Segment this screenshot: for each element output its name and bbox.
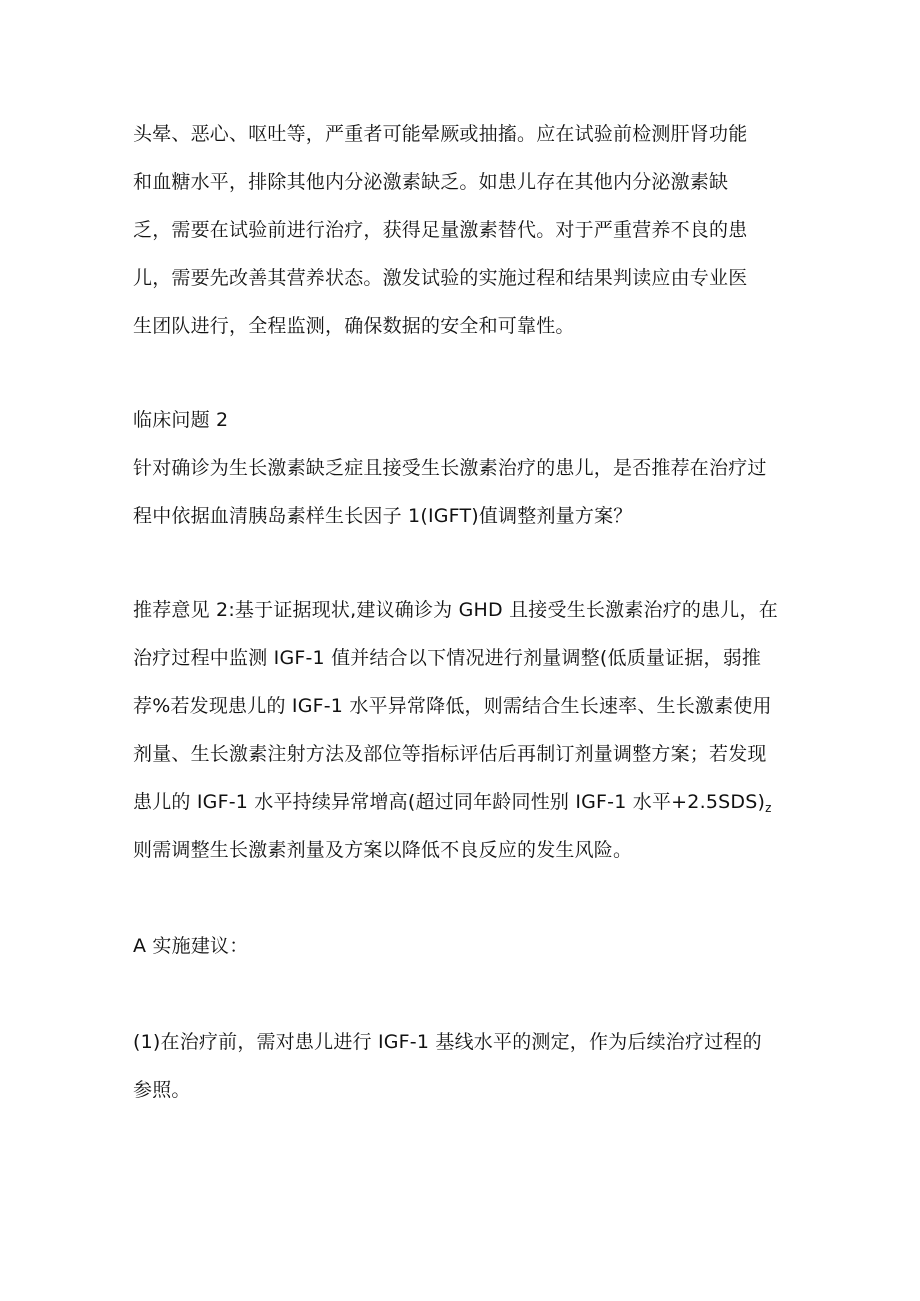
paragraph1-line-5: 生团队进行，全程监测，确保数据的安全和可靠性。 xyxy=(133,315,575,337)
recommendation-line-3: 荐%若发现患儿的 IGF-1 水平异常降低，则需结合生长速率、生长激素使用 xyxy=(133,695,772,717)
recommendation-line-4: 剂量、生长激素注射方法及部位等指标评估后再制订剂量调整方案；若发现 xyxy=(133,743,767,765)
paragraph1-line-1: 头晕、恶心、呕吐等，严重者可能晕厥或抽搐。应在试验前检测肝肾功能 xyxy=(133,123,748,145)
question-line-2: 程中依据血清胰岛素样生长因子 1(IGFT)值调整剂量方案？ xyxy=(133,505,633,527)
implementation-item1-line-1: (1)在治疗前，需对患儿进行 IGF-1 基线水平的测定，作为后续治疗过程的 xyxy=(133,1031,762,1053)
recommendation-line-5-text: 患儿的 IGF-1 水平持续异常增高(超过同年龄同性别 IGF-1 水平+2.5SDS) xyxy=(133,791,766,813)
recommendation-line-1: 推荐意见 2:基于证据现状,建议确诊为 GHD 且接受生长激素治疗的患儿，在 xyxy=(133,599,778,621)
recommendation-line-5-subscript: z xyxy=(765,801,772,815)
question-line-1: 针对确诊为生长激素缺乏症且接受生长激素治疗的患儿，是否推荐在治疗过 xyxy=(133,457,767,479)
recommendation-line-2: 治疗过程中监测 IGF-1 值并结合以下情况进行剂量调整(低质量证据，弱推 xyxy=(133,647,762,669)
implementation-heading: A 实施建议： xyxy=(133,935,249,957)
recommendation-line-6: 则需调整生长激素剂量及方案以降低不良反应的发生风险。 xyxy=(133,839,633,861)
implementation-item1-line-2: 参照。 xyxy=(133,1079,191,1101)
recommendation-line-5 xyxy=(133,790,772,820)
paragraph1-line-4: 儿，需要先改善其营养状态。激发试验的实施过程和结果判读应由专业医 xyxy=(133,267,748,289)
paragraph1-line-3: 乏，需要在试验前进行治疗，获得足量激素替代。对于严重营养不良的患 xyxy=(133,219,748,241)
question-heading: 临床问题 2 xyxy=(133,409,229,431)
paragraph1-line-2: 和血糖水平，排除其他内分泌激素缺乏。如患儿存在其他内分泌激素缺 xyxy=(133,171,729,193)
